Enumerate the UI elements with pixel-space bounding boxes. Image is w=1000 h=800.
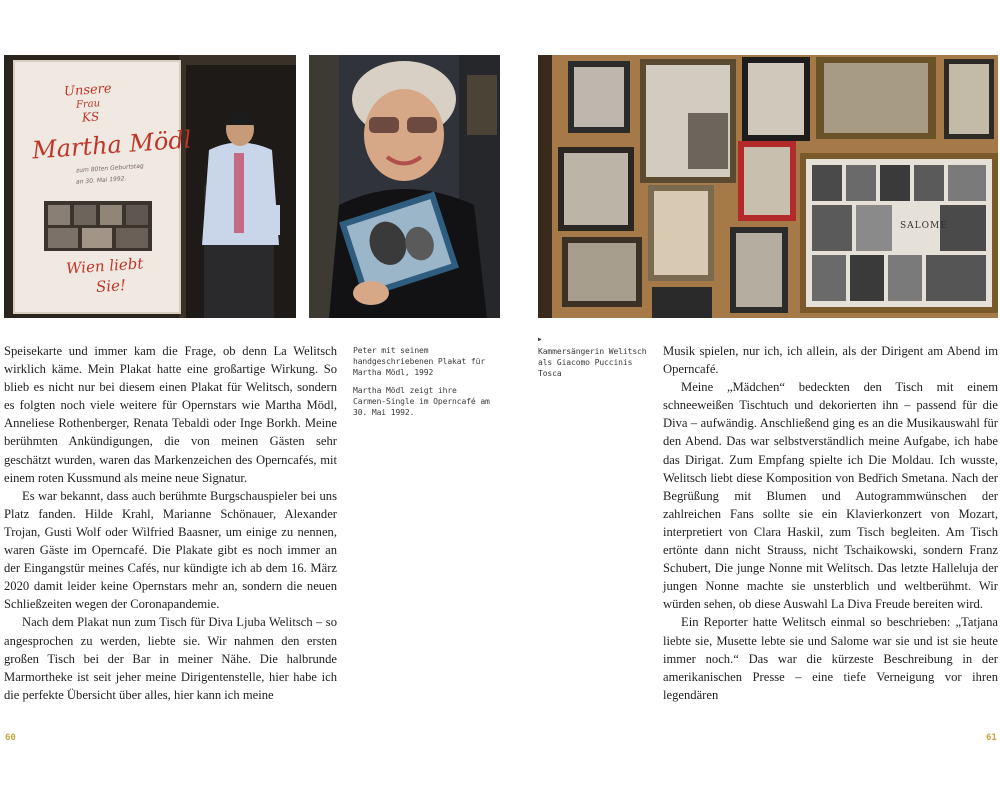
photo-woman-with-record (309, 55, 500, 318)
photo-poster-with-man (4, 55, 296, 318)
poster-line-sie: Sie! (95, 275, 127, 297)
poster-line-occasion: zum 80ten Geburtstag (75, 162, 144, 175)
poster-line-unsere: Unsere (63, 81, 113, 100)
page-number-left: 60 (5, 733, 16, 743)
caption-poster: Peter mit seinem handgeschriebenen Plakat für Martha Mödl, 1992 (353, 346, 486, 377)
photo-caption-right-page (538, 334, 658, 379)
poster-line-frau: Frau (75, 98, 101, 111)
wall-photo-graphic (538, 55, 998, 318)
poster-line-date: an 30. Mai 1992. (75, 175, 127, 186)
right-text-column (663, 342, 998, 704)
poster-line-name: Martha Mödl (31, 125, 193, 165)
caption-arrow-icon: ▶ (538, 336, 542, 343)
right-paragraph-1: Musik spielen, nur ich, ich allein, als der Dirigent am Abend im Operncafé. (663, 344, 998, 377)
left-paragraph-1: Speisekarte und immer kam die Frage, ob denn La Welitsch wirklich käme. Mein Plakat hatte eine großartige Wirkung. So blieb es nicht nur bei diesem einen Plakat für Welitsch, sondern es folgten noch viele weitere für Opernstars wie Martha Mödl, Anneliese Rothenberger, Renata Tebaldi oder Inge Borkh. Meine berühmten Ankündigungen, die von meinen Gästen sehr geschätzt wurden, waren das Markenzeichen des Operncafés, mit einem roten Kussmund als meine neue Signatur. (4, 344, 337, 485)
page-number-right: 61 (986, 733, 997, 743)
poster-line-wien: Wien liebt (65, 254, 144, 278)
poster-photo-graphic (4, 55, 296, 318)
poster-line-ks: KS (81, 109, 100, 125)
right-paragraph-2: Meine „Mädchen“ bedeckten den Tisch mit einem schneeweißen Tischtuch und dekorierten ihn – passend für die Diva – aufwändig. Anschließend ging es an die Musikauswahl für den Abend. Das war selbstverständlich meine Aufgabe, ich habe das Dirigat. Zum Empfang spielte ich Die Moldau. Ich wusste, Welitsch liebt diese Komposition von Bedřich Smetana. Nach der Begrüßung mit Blumen und Autogrammwünschen der zahlreichen Fans sollte sie ein Klavierkonzert von Mozart, interpretiert von Clara Haskil, zum Tisch begleiten. Am Tisch ertönte dann nicht Strauss, nicht Tschaikowski, sondern Franz Schubert, Die junge Nonne mit Welitsch. Das letzte Halleluja der jungen Nonne machte sie unsterblich und weltberühmt. Wir würden sehen, ob diese Auswahl La Diva Freude bereiten wird. (663, 380, 998, 612)
woman-photo-graphic (309, 55, 500, 318)
caption-record: Martha Mödl zeigt ihre Carmen-Single im Operncafé am 30. Mai 1992. (353, 386, 490, 417)
left-paragraph-3: Nach dem Plakat nun zum Tisch für Diva Ljuba Welitsch – so angesprochen zu werden, liebte sie. Wir nahmen den ersten großen Tisch bei der Bar in meiner Nähe. Die halbrunde Marmortheke ist seit jeher meine Dirigentenstelle, hier habe ich die perfekte Übersicht über alles, hier kann ich meine (4, 615, 337, 702)
left-paragraph-2: Es war bekannt, dass auch berühmte Burgschauspieler bei uns Platz fanden. Hilde Krahl, Marianne Schönauer, Alexander Trojan, Gusti Wolf oder Wilfried Baasner, um einige zu nennen, waren Gäste im Operncafé. Die Plakate gibt es noch immer an der Eingangstür meines Cafés, nur kündigte ich ab dem 16. März 2020 damit leider keine Opernstars mehr an, sondern die neuen Schließzeiten wegen der Coronapandemie. (4, 488, 337, 612)
caption-welitsch: Kammersängerin Welitsch als Giacomo Puccinis Tosca (538, 347, 647, 378)
right-paragraph-3: Ein Reporter hatte Welitsch einmal so beschrieben: „Tatjana liebte sie, Musette lebte sie und Salome war sie und ist sie heute immer noch.“ Das war die kürzeste Beschreibung in der amerikanischen Presse – eine tiefe Verneigung vor ihren legendären (663, 615, 998, 702)
wall-salome-label: SALOME (900, 221, 948, 231)
left-text-column (4, 342, 337, 704)
photo-captions-left-page (353, 345, 493, 425)
photo-wall-of-frames (538, 55, 998, 318)
